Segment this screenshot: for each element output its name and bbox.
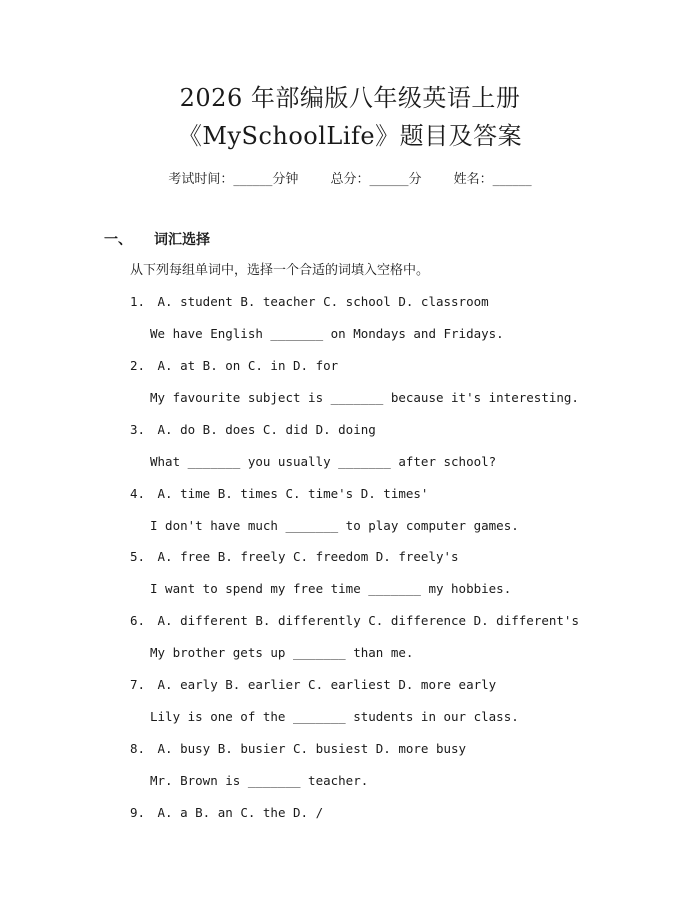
question-options [130,358,338,373]
question-sentence: What _______ you usually _______ after school? [150,454,497,469]
question-sentence: My brother gets up _______ than me. [150,645,414,660]
question-options [130,549,459,564]
question-sentence: I don't have much _______ to play computer games. [150,518,519,533]
options-text: A. a B. an C. the D. / [157,805,324,820]
question-number: 1. [130,294,146,309]
section-heading [104,229,210,249]
question-sentence: I want to spend my free time _______ my hobbies. [150,581,512,596]
question-sentence: We have English _______ on Mondays and Fridays. [150,326,504,341]
question-number: 5. [130,549,146,564]
question-options [130,613,579,628]
options-text: A. time B. times C. time's D. times' [157,486,429,501]
question-sentence: Mr. Brown is _______ teacher. [150,773,369,788]
title-line-1: 2026 年部编版八年级英语上册 [179,84,521,112]
options-text: A. different B. differently C. difference D. different's [157,613,579,628]
options-text: A. do B. does C. did D. doing [157,422,376,437]
section-title: 词汇选择 [154,232,210,248]
question-number: 8. [130,741,146,756]
question-number: 7. [130,677,146,692]
question-number: 4. [130,486,146,501]
question-options [130,805,323,820]
options-text: A. student B. teacher C. school D. classroom [157,294,489,309]
exam-name: 姓名：______ [453,172,532,187]
options-text: A. busy B. busier C. busiest D. more busy [157,741,467,756]
question-options [130,422,376,437]
question-options [130,677,496,692]
question-number: 2. [130,358,146,373]
options-text: A. free B. freely C. freedom D. freely's [157,549,459,564]
question-options [130,741,466,756]
options-text: A. at B. on C. in D. for [157,358,339,373]
question-options [130,294,489,309]
section-instruction: 从下列每组单词中，选择一个合适的词填入空格中。 [130,263,430,278]
question-sentence: Lily is one of the _______ students in our class. [150,709,519,724]
options-text: A. early B. earlier C. earliest D. more early [157,677,497,692]
title-line-2: 《MySchoolLife》题目及答案 [177,122,523,150]
exam-score: 总分：______分 [330,172,422,187]
question-sentence: My favourite subject is _______ because it's interesting. [150,390,579,405]
question-number: 3. [130,422,146,437]
question-number: 9. [130,805,146,820]
exam-meta [0,168,700,187]
question-number: 6. [130,613,146,628]
exam-time: 考试时间：______分钟 [168,172,299,187]
question-options [130,486,428,501]
section-number: 一、 [104,232,132,248]
